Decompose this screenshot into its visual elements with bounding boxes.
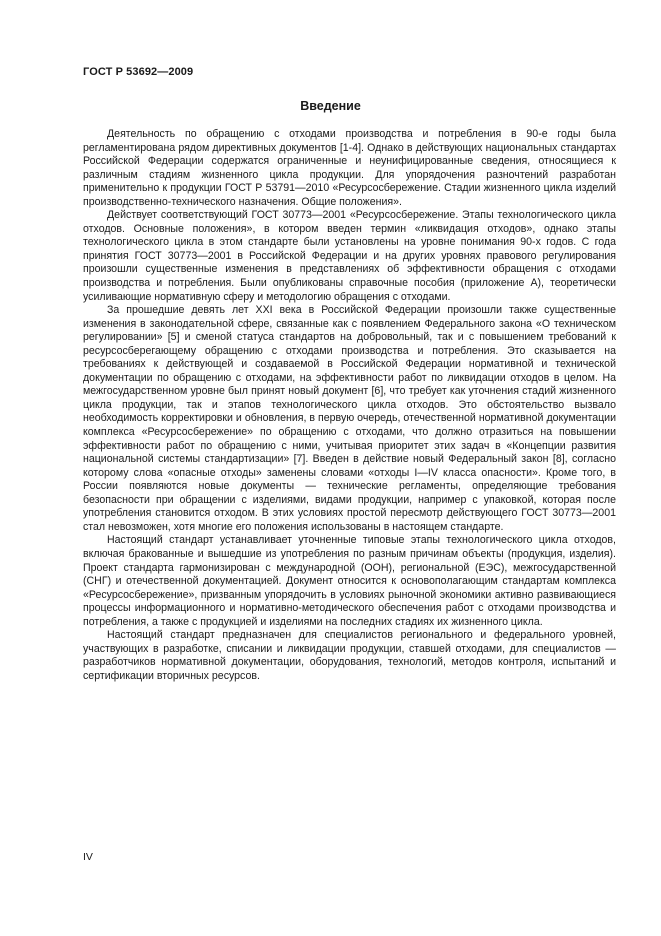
body-text <box>83 128 616 683</box>
paragraph: Деятельность по обращению с отходами производства и потребления в 90-е годы была регламентирована рядом директивных документов [1-4]. Однако в действующих национальных стандартах Российской Федерации содержатся ограниченные и неунифицированные сведения, относящиеся к различным стадиям жизненного цикла продукции. Для упорядочения разночтений разработан применительно к продукции ГОСТ Р 53791—2010 «Ресурсосбережение. Стадии жизненного цикла изделий производственно-технического назначения. Общие положения». <box>83 128 616 208</box>
section-title: Введение <box>300 99 361 113</box>
paragraph: За прошедшие девять лет XXI века в Российской Федерации произошли также существенные изменения в законодательной сфере, связанные как с появлением Федерального закона «О техническом регулировании» [5] и сменой статуса стандартов на добровольный, так и с повышением требований к ресурсосберегающему обращению с отходами производства и потребления. Это сказывается на требованиях к действующей и создаваемой в Российской Федерации нормативной и технической документации по обращению с отходами, на эффективности работ по ликвидации отходов в целом. На межгосударственном уровне был принят новый документ [6], что требует как уточнения стадий жизненного цикла продукции, так и этапов технологического цикла отходов. Это обстоятельство вызвало необходимость корректировки и обновления, в первую очередь, отечественной нормативной документации комплекса «Ресурсосбережение» по обращению с отходами, что должно отразиться на повышении эффективности работ по обращению с ними, учитывая приоритет этих задач в «Концепции развития национальной системы стандартизации» [7]. Введен в действие новый Федеральный закон [8], согласно которому слова «опасные отходы» заменены словами «отходы I—IV класса опасности». Кроме того, в России появляются новые документы — технические регламенты, определяющие требования безопасности при обращении с изделиями, видами продукции, например с упаковкой, которая после употребления становится отходом. В этих условиях простой пересмотр действующего ГОСТ 30773—2001 стал невозможен, хотя многие его положения использованы в настоящем стандарте. <box>83 304 616 533</box>
page-number: IV <box>83 851 93 863</box>
paragraph: Настоящий стандарт предназначен для специалистов регионального и федерального уровней, участвующих в разработке, списании и ликвидации продукции, ставшей отходами, для специалистов — разработчиков нормативной документации, оборудования, технологий, методов контроля, испытаний и сертификации вторичных ресурсов. <box>83 629 616 682</box>
standard-header: ГОСТ Р 53692—2009 <box>83 66 194 78</box>
paragraph: Действует соответствующий ГОСТ 30773—2001 «Ресурсосбережение. Этапы технологического цикла отходов. Основные положения», в котором введен термин «ликвидация отходов», однако этапы технологического цикла в этом стандарте были установлены на уровне понимания 90-х годов. С года принятия ГОСТ 30773—2001 в Российской Федерации и на других уровнях правового регулирования произошли существенные изменения в представлениях об эффективности обращения с отходами производства и потребления. Были опубликованы справочные пособия (приложение А), теоретически усиливающие нормативную сферу и методологию обращения с отходами. <box>83 209 616 303</box>
paragraph: Настоящий стандарт устанавливает уточненные типовые этапы технологического цикла отходов, включая бракованные и вышедшие из употребления по разным причинам объекты (продукция, изделия). Проект стандарта гармонизирован с международной (ООН), региональной (ЕЭС), межгосударственной (СНГ) и отечественной документацией. Документ относится к основополагающим стандартам комплекса «Ресурсосбережение», призванным упорядочить в условиях рыночной экономики активно развивающиеся процессы информационного и нормативно-методического обеспечения работ с отходами производства и потребления, а также с продукцией и изделиями на последних стадиях их жизненного цикла. <box>83 534 616 628</box>
